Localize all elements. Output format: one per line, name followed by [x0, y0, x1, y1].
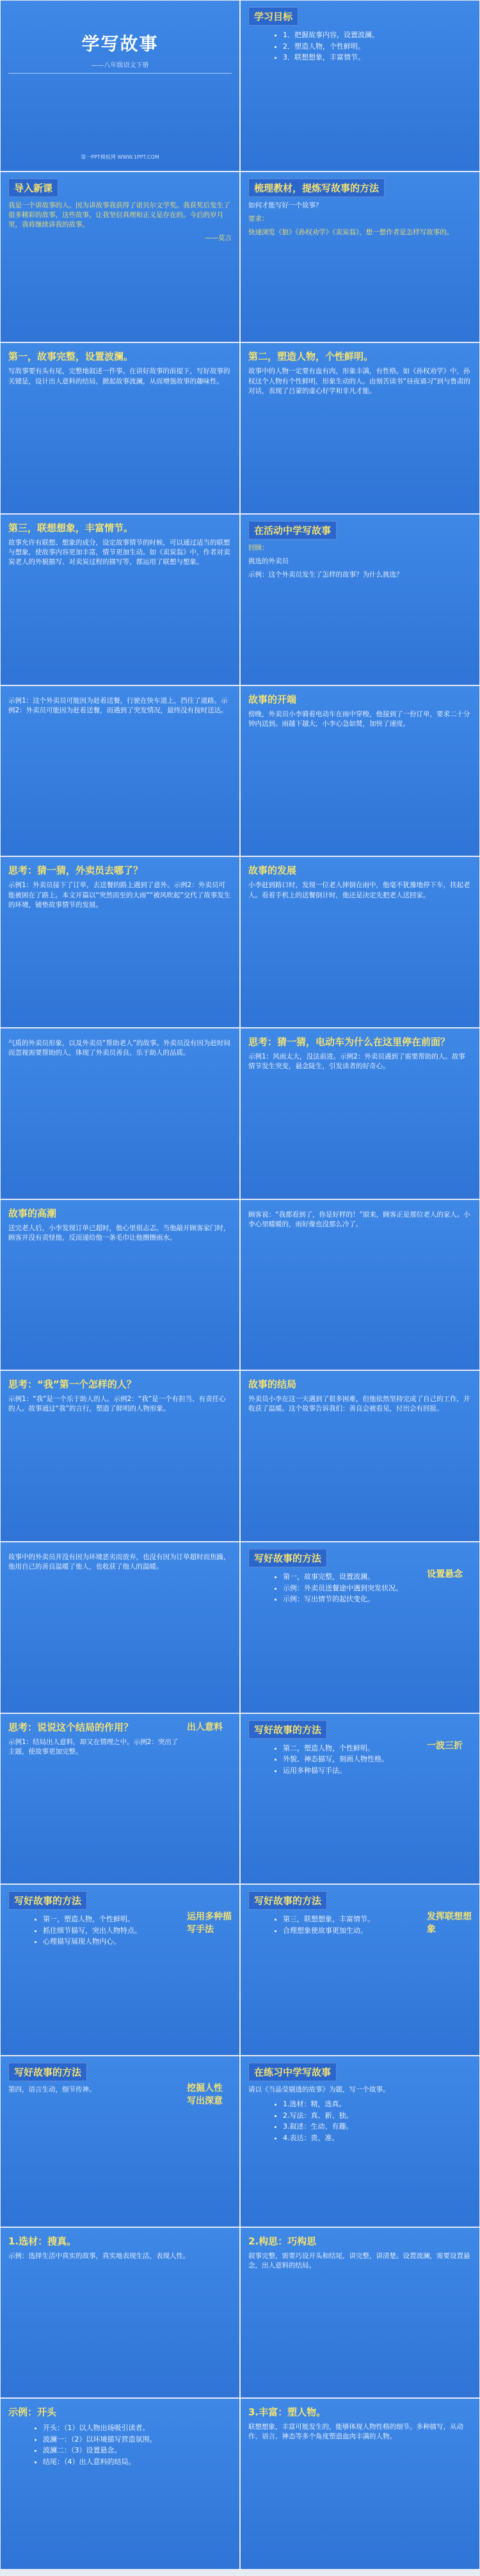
- question: 如何才能写好一个故事？: [248, 201, 323, 209]
- slide-p3: [0, 514, 240, 685]
- slide-title: 写好故事的方法: [248, 1891, 327, 1910]
- list-item: • 2．塑造人物，个性鲜明。: [283, 41, 472, 52]
- slide-text: 故事中的人物一定要有血有肉，形象丰满，有性格。如《孙权劝学》中，孙权这个人物有个性鲜明，形象生动的人。由刻苦读书“昼夜诵习”到与鲁肃的对话，表现了吕蒙的虚心好学和非凡才能。: [248, 367, 470, 395]
- slide-develop: [240, 856, 480, 1028]
- slide-practice: [240, 2056, 480, 2227]
- slide-method: [240, 172, 480, 343]
- slide-title: 第一，故事完整，设置波澜。: [8, 351, 134, 363]
- slide-think4: [0, 1713, 240, 1885]
- slide-text: 示例1：风雨太大，没法前进。示例2：外卖员遇到了需要帮助的人。故事情节发生突变，悬念陡生，引发读者的好奇心。: [248, 1052, 465, 1071]
- slide-think2: [240, 1028, 480, 1199]
- slide-title: 故事的开端: [248, 693, 297, 705]
- list-item: • 波澜二：（3）设置悬念。: [43, 2445, 232, 2456]
- slide-text: 第四，语言生动，细节传神。: [8, 2085, 96, 2093]
- slide-goals: [240, 0, 480, 172]
- slide-sign: ——莫言: [205, 234, 232, 243]
- slide-title: 思考：猜一猜，电动车为什么在这里停在前面？: [248, 1036, 451, 1048]
- slide-method-5: [0, 2056, 240, 2227]
- slide-text: 写故事要有头有尾，完整地叙述一件事。在讲好故事的前提下，写好故事的关键是，设计出人意料的结局，掀起故事波澜，从而增强故事的趣味性。: [8, 367, 230, 385]
- slide-title: 故事的高潮: [8, 1207, 57, 1219]
- slide-example-a: [0, 685, 240, 857]
- slide-method-3: [0, 1884, 240, 2056]
- side-tag: 运用多种描写手法: [187, 1912, 232, 1935]
- list-item: • 合理想象使故事更加生动。: [283, 1925, 423, 1937]
- slide-material: [0, 2227, 240, 2399]
- list-item: • 运用多种描写手法。: [283, 1765, 423, 1777]
- slide-method-2: [240, 1713, 480, 1885]
- slide-climax-2: [240, 1199, 480, 1371]
- slide-text: 气质的外卖员形象，以及外卖员“帮助老人”的故事。外卖员没有因为赶时间而忽视需要帮助的人，体现了外卖员善良、乐于助人的品质。: [8, 1039, 230, 1057]
- side-tag: 发挥联想想象: [427, 1912, 472, 1935]
- list-item: • 示例：写出情节的起伏变化。: [283, 1594, 423, 1605]
- slide-title: 2.构思：巧构思: [248, 2235, 317, 2247]
- slide-text: 快速浏览《狼》《孙权劝学》《卖炭翁》，想一想作者是怎样写故事的。: [248, 228, 454, 237]
- slide-title: 学习目标: [248, 7, 298, 26]
- method-list: [8, 1914, 183, 1948]
- slide-title: 思考：“我”第一个怎样的人？: [8, 1379, 136, 1391]
- slide-text: 联想想象，丰富可能发生的，能够体现人物性格的细节。多种描写，从动作、语言、神态等多个角度塑造血肉丰满的人物。: [248, 2423, 463, 2441]
- slide-activity: [240, 514, 480, 685]
- outline-list: [8, 2422, 232, 2467]
- slide-text: 故事中的外卖员并没有因为环境恶劣而放弃，也没有因为订单超时而焦躁，他用自己的善良温暖了他人，也收获了他人的温暖。: [8, 1553, 230, 1571]
- list-item: • 示例：外卖员送餐途中遇到突发状况。: [283, 1583, 423, 1594]
- slide-text: 叙事完整，需要巧设开头和结尾，讲完整，讲清楚。设置波澜，需要设置悬念，出人意料的结局。: [248, 2252, 470, 2269]
- method-list: [248, 1743, 423, 1777]
- slide-title: 梳理教材，提炼写故事的方法: [248, 179, 385, 197]
- list-item: • 外貌、神态描写，刻画人物性格。: [283, 1754, 423, 1765]
- slide-text: 示例1：外卖员接下了订单，去送餐的路上遇到了意外。示例2：外卖员可能被困在了路上。本文开篇以“突然而至的大雨”“被风吹起”交代了故事发生的环境，铺垫故事情节的发展。: [8, 881, 231, 909]
- slide-title: 写好故事的方法: [8, 2063, 87, 2081]
- slide-title: 示例：开头: [8, 2406, 57, 2419]
- slide-title: 思考：说说这个结局的作用？: [8, 1721, 134, 1733]
- list-item: • 3．联想想象，丰富情节。: [283, 52, 472, 63]
- slide-text: 我是一个讲故事的人。因为讲故事我获得了诺贝尔文学奖。我获奖后发生了很多精彩的故事，这些故事，让我坚信真理和正义是存在的。今后的岁月里，我将继续讲我的故事。: [8, 201, 230, 229]
- slide-title: 在练习中学写故事: [248, 2063, 337, 2081]
- slide-intro: [0, 172, 240, 343]
- divider: [8, 73, 232, 74]
- slide-text: 小李赶到路口时，发现一位老人摔倒在雨中，他毫不犹豫地停下车，扶起老人。看着手机上的送餐倒计时，他还是决定先把老人送回家。: [248, 881, 470, 899]
- list-item: • 波澜一：（2）以环境描写营造氛围。: [43, 2434, 232, 2445]
- slide-title: 故事的结局: [248, 1379, 297, 1391]
- slide-title: 在活动中学写故事: [248, 521, 337, 540]
- slide-p1: [0, 342, 240, 514]
- list-item: • 4.表达：贵、准。: [283, 2132, 472, 2144]
- slide-title: 第二，塑造人物，个性鲜明。: [248, 351, 374, 363]
- slide-ending: [240, 1370, 480, 1542]
- slide-think1: [0, 856, 240, 1028]
- list-item: • 心理描写展现人物内心。: [43, 1936, 183, 1948]
- list-item: • 2.写法：真、新、独。: [283, 2110, 472, 2122]
- side-tag: 挖掘人性 写出深意: [187, 2083, 223, 2106]
- slide-think3: [0, 1370, 240, 1542]
- question: 示例：这个外卖员发生了怎样的故事？为什么挑选？: [248, 571, 403, 579]
- slide-analysis1: [0, 1028, 240, 1199]
- slide-title: 第三，联想想象，丰富情节。: [8, 522, 134, 534]
- slide-climax: [0, 1199, 240, 1371]
- list-item: • 抓住细节描写，突出人物特点。: [43, 1925, 183, 1937]
- list-item: • 1.选材：精，选真。: [283, 2099, 472, 2110]
- method-list: [248, 1571, 423, 1605]
- goals-list: [248, 29, 472, 63]
- side-tag: 设置悬念: [427, 1569, 463, 1580]
- cover-subtitle: ——八年级语文下册: [91, 62, 149, 69]
- list-item: • 第二，塑造人物，个性鲜明。: [283, 1743, 423, 1754]
- slide-text: 顾客说：“我都看到了，你是好样的！”原来，顾客正是那位老人的家人。小李心里暖暖的，雨好像也没那么冷了。: [248, 1210, 470, 1228]
- slide-title: 3.丰富：塑人物。: [248, 2406, 326, 2419]
- list-item: • 第三，联想想象，丰富情节。: [283, 1914, 423, 1925]
- slide-method-4: [240, 1884, 480, 2056]
- slide-text: 外卖员小李在这一天遇到了很多困难，但他依然坚持完成了自己的工作，并收获了温暖。这个故事告诉我们：善良会被看见，付出会有回报。: [248, 1395, 470, 1413]
- cover-footer: 第一PPT模板网 WWW.1PPT.COM: [81, 154, 159, 160]
- slide-text: 傍晚，外卖员小李骑着电动车在雨中穿梭，他接到了一份订单，要求二十分钟内送到。雨越下越大，小李心急如焚，加快了速度。: [248, 710, 470, 728]
- label: 回顾：: [248, 543, 269, 552]
- slide-text: 故事允许有联想、想象的成分，设定故事情节的时候，可以通过适当的联想与想象，使故事内容更加丰富，情节更加生动。如《卖炭翁》中，作者对卖炭老人的外貌描写、对卖炭过程的描写等，都运用了联想与想象。: [8, 538, 230, 566]
- slide-cover: [0, 0, 240, 172]
- slide-title: 写好故事的方法: [248, 1549, 327, 1567]
- slide-structure: [240, 2227, 480, 2399]
- side-tag: 一波三折: [427, 1740, 463, 1751]
- slide-p2: [240, 342, 480, 514]
- practice-list: [248, 2099, 472, 2143]
- list-item: • 第一，塑造人物，个性鲜明。: [43, 1914, 183, 1925]
- label: 要求：: [248, 214, 269, 223]
- slide-text: 示例1：结局出人意料，却又在情理之中。示例2：突出了主题，使故事更加完整。: [8, 1738, 179, 1756]
- slide-title: 导入新课: [8, 179, 58, 197]
- slide-character: [240, 2398, 480, 2570]
- slide-text: 示例：选择生活中真实的故事，真实地表现生活，表现人性。: [8, 2252, 190, 2260]
- slide-text: 示例1：这个外卖员可能因为赶着送餐，行驶在快车道上，挡住了道路。示例2：外卖员可能因为赶着送餐，而遇到了突发情况，最终没有按时送达。: [8, 696, 228, 714]
- slide-title: 写好故事的方法: [8, 1891, 87, 1910]
- side-tag: 出人意料: [187, 1722, 223, 1732]
- slide-text: 请以《当晶莹剔透的故事》为题，写一个故事。: [248, 2085, 390, 2093]
- slide-title: 思考：猜一猜，外卖员去哪了？: [8, 865, 143, 877]
- slide-ending-2: [0, 1542, 240, 1713]
- method-list: [248, 1914, 423, 1936]
- slide-text: 送完老人后，小李发现订单已超时，他心里很忐忑。当他敲开顾客家门时，顾客并没有责怪他，反而递给他一条毛巾让他擦擦雨水。: [8, 1224, 230, 1242]
- list-item: • 1．把握故事内容，设置波澜。: [283, 29, 472, 41]
- slide-text: 示例1：“我”是一个乐于助人的人。示例2：“我”是一个有担当、有责任心的人。故事通过“我”的言行，塑造了鲜明的人物形象。: [8, 1395, 226, 1413]
- slide-text: 挑选的外卖员: [248, 557, 289, 566]
- list-item: • 3.叙述：生动、有趣。: [283, 2121, 472, 2132]
- slide-outline: [0, 2398, 240, 2570]
- slide-title: 故事的发展: [248, 865, 297, 877]
- list-item: • 结尾：（4）出人意料的结局。: [43, 2456, 232, 2468]
- slide-title: 1.选材：搜真。: [8, 2235, 77, 2247]
- slide-start: [240, 685, 480, 857]
- list-item: • 开头：（1）以人物出场吸引读者。: [43, 2422, 232, 2434]
- slide-method-1: [240, 1542, 480, 1713]
- list-item: • 第一，故事完整，设置波澜。: [283, 1571, 423, 1583]
- cover-title: 学写故事: [81, 33, 159, 54]
- slide-title: 写好故事的方法: [248, 1720, 327, 1739]
